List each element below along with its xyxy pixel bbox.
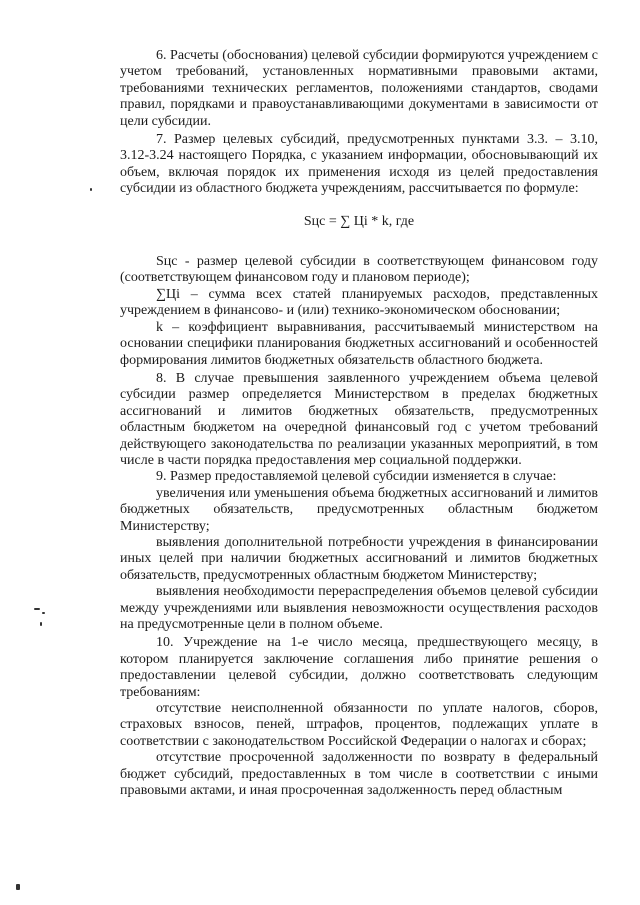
paragraph-10-item-b: отсутствие просроченной задолженности по возврату в федеральный бюджет субсидий, предоставленных в том числе в соответствии с иными правовыми актами, и иная просроченная задолженность перед областным	[120, 750, 598, 799]
paragraph-10-item-a: отсутствие неисполненной обязанности по уплате налогов, сборов, страховых взносов, пеней, штрафов, процентов, подлежащих уплате в соответствии с законодательством Российской Федерации о налогах и сборах;	[120, 701, 598, 749]
document-body	[120, 48, 598, 799]
paragraph-6: 6. Расчеты (обоснования) целевой субсидии формируются учреждением с учетом требований, установленных нормативными правовыми актами, требованиями технических регламентов, положениями стандартов, сводами правил, порядками и правоустанавливающими документами в зависимости от цели субсидии.	[120, 48, 598, 129]
paragraph-8: 8. В случае превышения заявленного учреждением объема целевой субсидии размер определяется Министерством в пределах бюджетных ассигнований и лимитов бюджетных обязательств, предусмотренных областным бюджетом на очередной финансовый год с учетом требований действующего законодательства по реализации указанных мероприятий, в том числе в части порядка предоставления мер социальной поддержки.	[120, 370, 598, 468]
definition-k: k – коэффициент выравнивания, рассчитываемый министерством на основании специфики планирования бюджетных ассигнований и особенностей формирования лимитов бюджетных обязательств областного бюджета.	[120, 319, 598, 368]
subsidy-formula: Sцс = ∑ Цi * k, где	[303, 213, 415, 229]
scan-speck	[90, 188, 92, 191]
scan-speck	[40, 622, 42, 626]
paragraph-9-item-c: выявления необходимости перераспределения объемов целевой субсидии между учреждениями или выявления невозможности осуществления расходов на предусмотренные цели в полном объеме.	[120, 584, 598, 632]
paragraph-10: 10. Учреждение на 1-е число месяца, предшествующего месяцу, в котором планируется заключение соглашения либо принятие решения о предоставлении целевой субсидии, должно соответствовать следующим требованиям:	[120, 635, 598, 700]
paragraph-9: 9. Размер предоставляемой целевой субсидии изменяется в случае:	[156, 469, 557, 485]
definition-sum: ∑Цi – сумма всех статей планируемых расходов, представленных учреждением в финансово- и (или) технико-экономическом обосновании;	[120, 286, 598, 319]
scan-speck	[42, 612, 45, 614]
scan-speck	[16, 884, 20, 890]
paragraph-9-item-b: выявления дополнительной потребности учреждения в финансировании иных целей при наличии бюджетных ассигнований и лимитов бюджетных обязательств, предусмотренных областным бюджетом Министерству;	[120, 534, 598, 583]
paragraph-7: 7. Размер целевых субсидий, предусмотренных пунктами 3.3. – 3.10, 3.12-3.24 настоящего Порядка, с указанием информации, обосновывающий их объем, включая порядок их применения исходя из целей предоставления субсидии из областного бюджета учреждениям, рассчитывается по формуле:	[120, 132, 598, 197]
scan-speck	[34, 608, 40, 610]
paragraph-9-item-a: увеличения или уменьшения объема бюджетных ассигнований и лимитов бюджетных обязательств, предусмотренных областным бюджетом Министерству;	[120, 485, 598, 534]
definition-s: Sцс - размер целевой субсидии в соответствующем финансовом году (соответствующем финансовом году и плановом периоде);	[120, 254, 598, 286]
